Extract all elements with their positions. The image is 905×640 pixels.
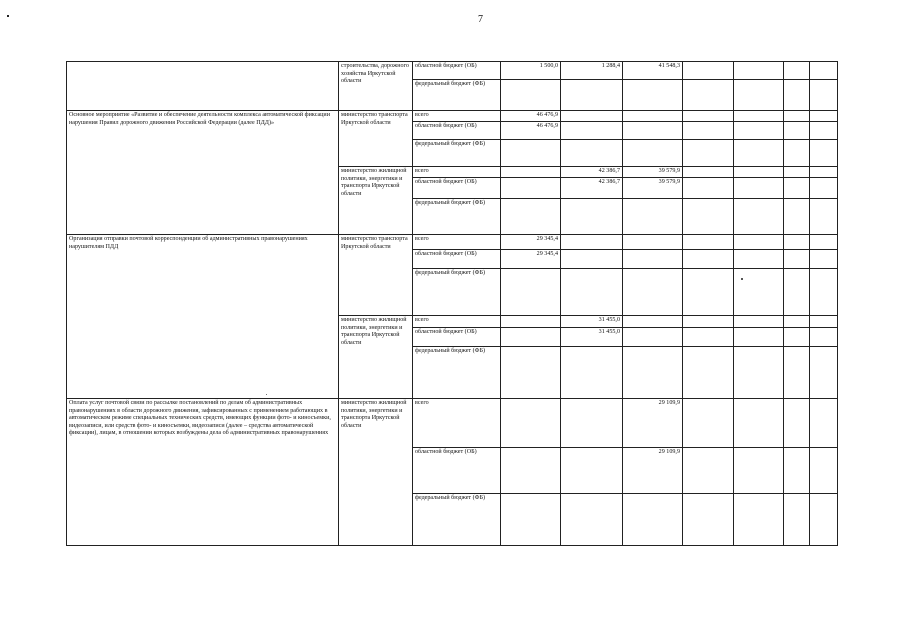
value-cell bbox=[561, 269, 623, 316]
empty-cell bbox=[683, 122, 734, 140]
empty-cell bbox=[784, 328, 810, 347]
value-cell bbox=[501, 494, 561, 546]
source-cell: федеральный бюджет (ФБ) bbox=[413, 140, 501, 167]
empty-cell bbox=[810, 316, 838, 328]
table-row bbox=[67, 111, 838, 122]
value-cell bbox=[501, 178, 561, 199]
empty-cell bbox=[683, 494, 734, 546]
value-cell: 29 345,4 bbox=[501, 235, 561, 250]
executor-cell: министерство жилищной политики, энергетики и транспорта Иркутской области bbox=[339, 316, 413, 399]
value-cell bbox=[501, 316, 561, 328]
empty-cell bbox=[810, 269, 838, 316]
source-cell: областной бюджет (ОБ) bbox=[413, 122, 501, 140]
empty-cell bbox=[784, 122, 810, 140]
empty-cell bbox=[784, 111, 810, 122]
value-cell bbox=[501, 269, 561, 316]
empty-cell bbox=[683, 328, 734, 347]
page-number: 7 bbox=[478, 14, 483, 25]
source-cell: областной бюджет (ОБ) bbox=[413, 250, 501, 269]
value-cell bbox=[623, 316, 683, 328]
table-row bbox=[67, 235, 838, 250]
value-cell bbox=[501, 347, 561, 399]
value-cell: 29 345,4 bbox=[501, 250, 561, 269]
empty-cell bbox=[810, 167, 838, 178]
empty-cell bbox=[784, 269, 810, 316]
empty-cell bbox=[810, 122, 838, 140]
empty-cell bbox=[683, 111, 734, 122]
source-cell: областной бюджет (ОБ) bbox=[413, 178, 501, 199]
value-cell bbox=[623, 269, 683, 316]
value-cell: 1 288,4 bbox=[561, 62, 623, 80]
activity-cell: Оплата услуг почтовой связи по рассылке постановлений по делам об административных правонарушениях в области дорожного движения, зафиксированных с применением работающих в автоматическом режиме специальных технических средств, имеющих функции фото- и киносъемки, видеозаписи, или средств фото- и киносъемки, видеозаписи (далее – средства автоматической фиксации), лицам, в отношении которых возбуждены дела об административных правонарушениях bbox=[67, 399, 339, 546]
empty-cell bbox=[683, 250, 734, 269]
value-cell: 31 455,0 bbox=[561, 316, 623, 328]
value-cell bbox=[501, 399, 561, 448]
value-cell bbox=[623, 235, 683, 250]
value-cell bbox=[623, 250, 683, 269]
empty-cell bbox=[734, 448, 784, 494]
executor-cell: министерство жилищной политики, энергетики и транспорта Иркутской области bbox=[339, 399, 413, 546]
empty-cell bbox=[734, 62, 784, 80]
empty-cell bbox=[734, 347, 784, 399]
empty-cell bbox=[683, 316, 734, 328]
source-cell: всего bbox=[413, 235, 501, 250]
empty-cell bbox=[810, 62, 838, 80]
empty-cell bbox=[734, 80, 784, 111]
value-cell: 1 500,0 bbox=[501, 62, 561, 80]
value-cell bbox=[561, 111, 623, 122]
empty-cell bbox=[810, 250, 838, 269]
empty-cell bbox=[683, 167, 734, 178]
empty-cell bbox=[734, 235, 784, 250]
value-cell bbox=[501, 199, 561, 235]
empty-cell bbox=[734, 316, 784, 328]
empty-cell bbox=[734, 269, 784, 316]
value-cell bbox=[561, 80, 623, 111]
empty-cell bbox=[734, 167, 784, 178]
empty-cell bbox=[734, 199, 784, 235]
value-cell bbox=[561, 399, 623, 448]
source-cell: всего bbox=[413, 167, 501, 178]
source-cell: федеральный бюджет (ФБ) bbox=[413, 347, 501, 399]
source-cell: федеральный бюджет (ФБ) bbox=[413, 494, 501, 546]
value-cell bbox=[561, 448, 623, 494]
value-cell bbox=[501, 140, 561, 167]
empty-cell bbox=[810, 328, 838, 347]
empty-cell bbox=[683, 347, 734, 399]
empty-cell bbox=[784, 140, 810, 167]
empty-cell bbox=[734, 140, 784, 167]
empty-cell bbox=[784, 80, 810, 111]
value-cell bbox=[623, 122, 683, 140]
empty-cell bbox=[683, 178, 734, 199]
value-cell bbox=[501, 80, 561, 111]
empty-cell bbox=[810, 347, 838, 399]
empty-cell bbox=[683, 140, 734, 167]
executor-cell: министерство транспорта Иркутской области bbox=[339, 235, 413, 316]
value-cell bbox=[561, 494, 623, 546]
empty-cell bbox=[683, 80, 734, 111]
empty-cell bbox=[784, 399, 810, 448]
empty-cell bbox=[784, 235, 810, 250]
empty-cell bbox=[784, 347, 810, 399]
empty-cell bbox=[784, 448, 810, 494]
empty-cell bbox=[810, 235, 838, 250]
empty-cell bbox=[683, 62, 734, 80]
value-cell bbox=[623, 199, 683, 235]
empty-cell bbox=[810, 448, 838, 494]
empty-cell bbox=[683, 269, 734, 316]
source-cell: всего bbox=[413, 316, 501, 328]
empty-cell bbox=[784, 199, 810, 235]
empty-cell bbox=[734, 111, 784, 122]
value-cell: 46 476,9 bbox=[501, 122, 561, 140]
empty-cell bbox=[810, 80, 838, 111]
value-cell bbox=[561, 122, 623, 140]
value-cell bbox=[623, 140, 683, 167]
empty-cell bbox=[810, 399, 838, 448]
empty-cell bbox=[734, 122, 784, 140]
empty-cell bbox=[810, 178, 838, 199]
executor-cell: строительства, дорожного хозяйства Иркутской области bbox=[339, 62, 413, 111]
value-cell bbox=[561, 347, 623, 399]
empty-cell bbox=[810, 111, 838, 122]
value-cell: 29 109,9 bbox=[623, 448, 683, 494]
empty-cell bbox=[784, 494, 810, 546]
empty-cell bbox=[784, 167, 810, 178]
empty-cell bbox=[683, 199, 734, 235]
value-cell bbox=[623, 111, 683, 122]
value-cell: 46 476,9 bbox=[501, 111, 561, 122]
value-cell bbox=[561, 235, 623, 250]
empty-cell bbox=[734, 178, 784, 199]
executor-cell: министерство жилищной политики, энергетики и транспорта Иркутской области bbox=[339, 167, 413, 235]
value-cell: 41 548,3 bbox=[623, 62, 683, 80]
value-cell bbox=[561, 140, 623, 167]
value-cell bbox=[623, 347, 683, 399]
empty-cell bbox=[810, 199, 838, 235]
table-row bbox=[67, 62, 838, 80]
empty-cell bbox=[734, 250, 784, 269]
empty-cell bbox=[683, 399, 734, 448]
empty-cell bbox=[734, 399, 784, 448]
value-cell: 31 455,0 bbox=[561, 328, 623, 347]
budget-table bbox=[66, 61, 838, 546]
empty-cell bbox=[810, 140, 838, 167]
source-cell: областной бюджет (ОБ) bbox=[413, 62, 501, 80]
value-cell bbox=[501, 328, 561, 347]
value-cell: 29 109,9 bbox=[623, 399, 683, 448]
source-cell: областной бюджет (ОБ) bbox=[413, 448, 501, 494]
value-cell: 42 386,7 bbox=[561, 178, 623, 199]
empty-cell bbox=[683, 448, 734, 494]
activity-cell bbox=[67, 62, 339, 111]
value-cell: 39 579,9 bbox=[623, 167, 683, 178]
empty-cell bbox=[683, 235, 734, 250]
executor-cell: министерство транспорта Иркутской области bbox=[339, 111, 413, 167]
value-cell: 42 386,7 bbox=[561, 167, 623, 178]
empty-cell bbox=[784, 250, 810, 269]
activity-cell: Организация отправки почтовой корреспонденции об административных правонарушениях нарушителям ПДД bbox=[67, 235, 339, 399]
value-cell bbox=[501, 167, 561, 178]
value-cell bbox=[561, 199, 623, 235]
value-cell bbox=[561, 250, 623, 269]
empty-cell bbox=[784, 316, 810, 328]
source-cell: областной бюджет (ОБ) bbox=[413, 328, 501, 347]
empty-cell bbox=[810, 494, 838, 546]
table-row bbox=[67, 399, 838, 448]
source-cell: всего bbox=[413, 111, 501, 122]
empty-cell bbox=[784, 62, 810, 80]
activity-cell: Основное мероприятие «Развитие и обеспечение деятельности комплекса автоматической фиксации нарушения Правил дорожного движения Российской Федерации (далее ПДД)» bbox=[67, 111, 339, 235]
value-cell bbox=[623, 328, 683, 347]
source-cell: федеральный бюджет (ФБ) bbox=[413, 199, 501, 235]
empty-cell bbox=[734, 494, 784, 546]
value-cell bbox=[501, 448, 561, 494]
value-cell bbox=[623, 80, 683, 111]
value-cell: 39 579,9 bbox=[623, 178, 683, 199]
source-cell: федеральный бюджет (ФБ) bbox=[413, 80, 501, 111]
source-cell: федеральный бюджет (ФБ) bbox=[413, 269, 501, 316]
scan-speck bbox=[7, 15, 9, 17]
source-cell: всего bbox=[413, 399, 501, 448]
value-cell bbox=[623, 494, 683, 546]
empty-cell bbox=[734, 328, 784, 347]
empty-cell bbox=[784, 178, 810, 199]
